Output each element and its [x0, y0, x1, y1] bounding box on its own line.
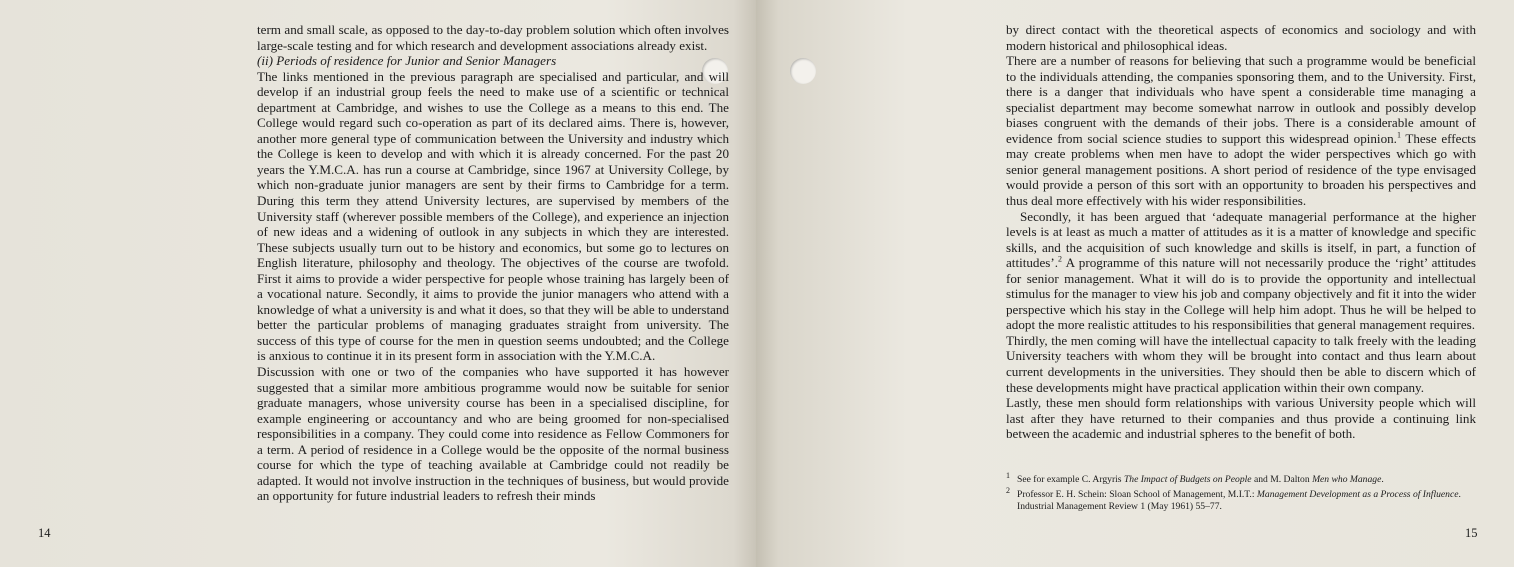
- paragraph: term and small scale, as opposed to the day-to-day problem solution which often involves large-scale testing and for which research and development associations already exist.: [257, 22, 729, 53]
- paragraph: by direct contact with the theoretical aspects of economics and sociology and with modern historical and philosophical ideas.: [1006, 22, 1476, 53]
- footnotes: [1006, 470, 1476, 516]
- page-number: 15: [1465, 526, 1478, 540]
- left-page: [0, 0, 756, 567]
- footnote: $^1$ See for example C. Argyris The Impact of Budgets on People and M. Dalton Men who Manage.: [1006, 470, 1384, 485]
- paragraph: Thirdly, the men coming will have the intellectual capacity to talk freely with the leading University teachers with whom they will be brought into contact and thus learn about current developments in the universities. They should then be able to discern which of these developments might have practical application within their own company.: [1006, 332, 1476, 395]
- page-number: 14: [38, 526, 51, 540]
- paragraph: Secondly, it has been argued that ‘adequate managerial performance at the higher levels is at least as much a matter of attitudes as it is a matter of knowledge and specific skills, and the acquisition of such knowledge and skills is itself, in part, a function of attitudes’.$^2$ A programme of this nature will not necessarily produce the ‘right’ attitudes for senior management. What it will do is to provide the opportunity and intellectual stimulus for the manager to view his job and company objectively and fit it into the wider perspective which his stay in the College will help him adopt. Thus he will be helped to adopt the more realistic attitudes to his responsibilities that general management requires.: [1006, 208, 1476, 333]
- right-page: [756, 0, 1514, 567]
- footnote: $^2$ Professor E. H. Schein: Sloan School of Management, M.I.T.: Management Development as a Process of Influence. Industrial Management Review 1 (May 1961) 55–77.: [1006, 485, 1461, 512]
- footnote-ref: 2: [1058, 254, 1062, 264]
- paragraph: Discussion with one or two of the companies who have supported it has however suggested that a similar more ambitious programme would now be suitable for senior graduate managers, whose university course has been in a specialised discipline, for example engineering or accountancy and who are being groomed for non-specialised responsibilities in a company. They could come into residence as Fellow Commoners for a term. A period of residence in a College would be the opposite of the normal business course for which the type of teaching available at Cambridge could not readily be adapted. It would not involve instruction in the techniques of business, but would provide an opportunity for future industrial leaders to refresh their minds: [257, 364, 729, 504]
- punch-hole: [790, 58, 816, 84]
- paragraph: There are a number of reasons for believing that such a programme would be beneficial to the individuals attending, the companies sponsoring them, and to the University. First, there is a danger that individuals who have spent a considerable time managing a specialist department may become somewhat narrow in outlook and possibly develop biases congruent with the demands of their jobs. There is a considerable amount of evidence from social science studies to support this widespread opinion.$^1$ These effects may create problems when men have to adopt the wider perspectives which go with senior general management positions. A short period of residence of the type envisaged would provide a person of this sort with an opportunity to broaden his perspectives and thus deal more effectively with his wider responsibilities.: [1006, 53, 1476, 209]
- right-page-text: [1006, 22, 1476, 442]
- left-page-text: [257, 22, 729, 504]
- paragraph: The links mentioned in the previous paragraph are specialised and particular, and will develop if an industrial group feels the need to make use of a scientific or technical department at Cambridge, and wishes to use the College as a means to this end. The College would regard such co-operation as part of its declared aims. There is, however, another more general type of communication between the University and industry which the College is keen to develop and with which it is already concerned. For the past 20 years the Y.M.C.A. has run a course at Cambridge, since 1967 at University College, by which non-graduate junior managers are sent by their firms to Cambridge for a term. During this term they attend University lectures, are supervised by members of the University staff (wherever possible members of the College), and experience an injection of new ideas and a widening of outlook in any subjects in which they are interested. These subjects usually turn out to be history and economics, but some go to lectures on English literature, philosophy and theology. The objectives of the course are twofold. First it aims to provide a wider perspective for people whose training has largely been of a vocational nature. Secondly, it aims to provide the junior managers who attend with a knowledge of what a university is and what it does, so that they will be able to understand better the particular problems of managing graduates straight from university. The success of this type of course for the men in question seems undoubted; and the College is anxious to continue it in its present form in association with the Y.M.C.A.: [257, 68, 729, 364]
- section-subheading: (ii) Periods of residence for Junior and Senior Managers: [257, 53, 557, 69]
- footnote-ref: 1: [1396, 130, 1401, 140]
- paragraph: Lastly, these men should form relationships with various University people which will last after they have returned to their companies and thus provide a continuing link between the academic and industrial spheres to the benefit of both.: [1006, 395, 1476, 442]
